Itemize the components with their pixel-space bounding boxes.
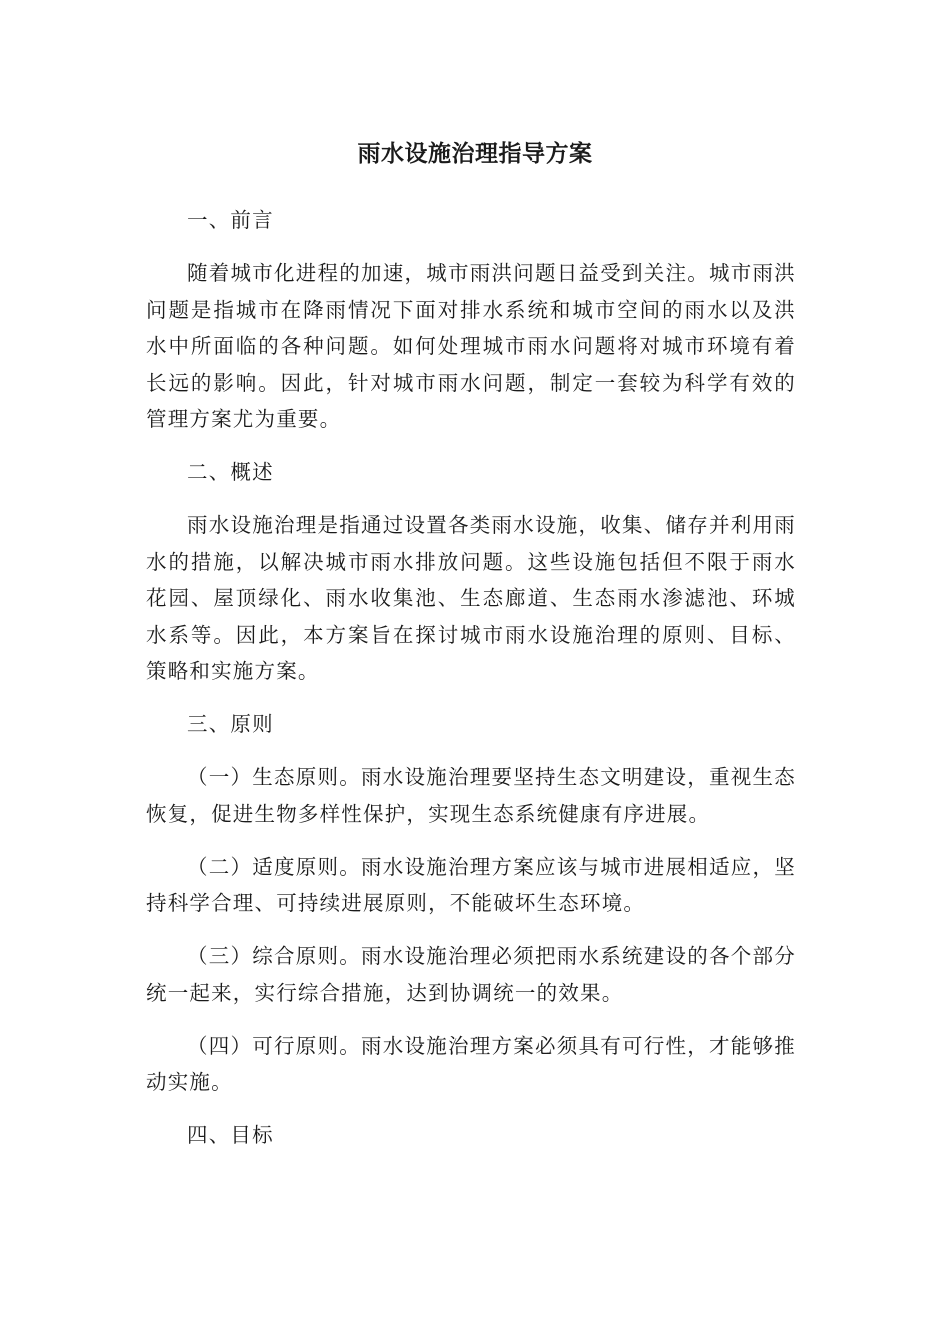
paragraph-overview: 雨水设施治理是指通过设置各类雨水设施，收集、储存并利用雨水的措施，以解决城市雨水排放问题。这些设施包括但不限于雨水花园、屋顶绿化、雨水收集池、生态廊道、生态雨水渗滤池、环城水系等。因此，本方案旨在探讨城市雨水设施治理的原则、目标、策略和实施方案。 — [146, 513, 796, 683]
document-title: 雨水设施治理指导方案 — [357, 141, 593, 167]
paragraph-principle-feasible: （四）可行原则。雨水设施治理方案必须具有可行性，才能够推动实施。 — [146, 1033, 796, 1094]
paragraph-principle-ecological: （一）生态原则。雨水设施治理要坚持生态文明建设，重视生态恢复，促进生物多样性保护，实现生态系统健康有序进展。 — [146, 765, 796, 826]
section-heading-preface: 一、前言 — [187, 208, 274, 232]
paragraph-principle-moderate: （二）适度原则。雨水设施治理方案应该与城市进展相适应，坚持科学合理、可持续进展原则，不能破坏生态环境。 — [146, 854, 796, 915]
section-heading-goals: 四、目标 — [187, 1123, 274, 1147]
paragraph-principle-comprehensive: （三）综合原则。雨水设施治理必须把雨水系统建设的各个部分统一起来，实行综合措施，达到协调统一的效果。 — [146, 944, 796, 1005]
section-heading-overview: 二、概述 — [187, 460, 274, 484]
section-heading-principles: 三、原则 — [187, 712, 274, 736]
paragraph-preface: 随着城市化进程的加速，城市雨洪问题日益受到关注。城市雨洪问题是指城市在降雨情况下面对排水系统和城市空间的雨水以及洪水中所面临的各种问题。如何处理城市雨水问题将对城市环境有着长远的影响。因此，针对城市雨水问题，制定一套较为科学有效的管理方案尤为重要。 — [146, 261, 796, 431]
document-body — [146, 202, 796, 1170]
